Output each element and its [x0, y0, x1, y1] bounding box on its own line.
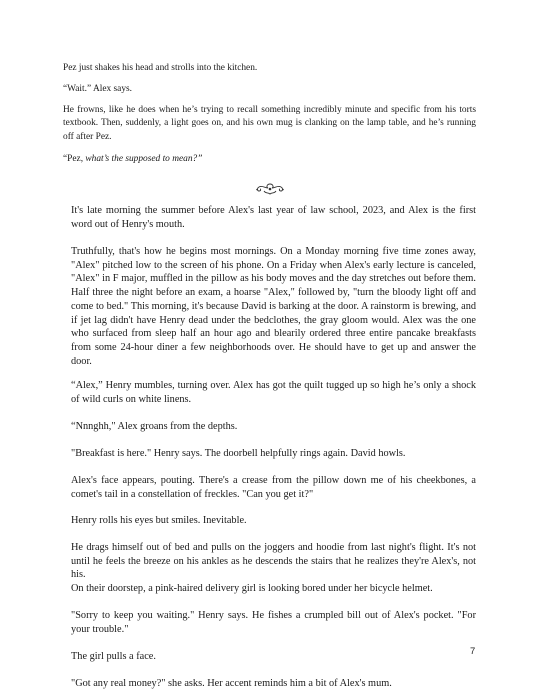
paragraph-alex-mumbles: “Alex,” Henry mumbles, turning over. Alex has got the quilt tugged up so high he’s only a shock of wild curls on white linens.: [71, 380, 476, 405]
paragraph-girl-face: The girl pulls a face.: [71, 651, 156, 662]
pez-question-italic: what’s the supposed to mean?”: [85, 154, 203, 164]
paragraph-nnnghh: “Nnnghh," Alex groans from the depths.: [71, 421, 238, 432]
paragraph-sorry: "Sorry to keep you waiting." Henry says. He fishes a crumpled bill out of Alex's pocket. "For your trouble.": [71, 610, 476, 635]
page-number: 7: [470, 646, 476, 657]
paragraph-frowns: He frowns, like he does when he’s trying to recall something incredibly minute and specific from his torts textbook. Then, suddenly, a light goes on, and his own mug is clanking on the lamp table, and he’s running off after Pez.: [63, 105, 476, 142]
paragraph-henry-rolls: Henry rolls his eyes but smiles. Inevitable.: [71, 515, 247, 526]
paragraph-wait: “Wait.” Alex says.: [63, 84, 133, 94]
pez-question-prefix: “Pez,: [63, 154, 86, 164]
paragraph-late-morning: It's late morning the summer before Alex's last year of law school, 2023, and Alex is the first word out of Henry's mouth.: [71, 205, 476, 230]
paragraph-real-money: "Got any real money?" she asks. Her accent reminds him a bit of Alex's mum.: [71, 678, 392, 689]
fleuron-ornament-icon: [254, 182, 286, 196]
paragraph-breakfast: "Breakfast is here." Henry says. The doorbell helpfully rings again. David howls.: [71, 448, 406, 459]
paragraph-pez-question: [63, 153, 476, 166]
paragraph-truthfully: Truthfully, that's how he begins most mornings. On a Monday morning five time zones away, "Alex" pitched low to the screen of his phone. On a Friday when Alex's early lecture is canceled, "Alex" in F major, muffled in the pillow as his body moves and the day stretches out before them. Half three the night before an exam, a hoarse "Alex," followed by, "turn the bloody light off and come to bed." This morning, it's because David is barking at the door. A rainstorm is brewing, and if jet lag didn't have Henry dead under the bedclothes, the gray gloom would. Alex was the one who surfaced from sleep half an hour ago and blearily ordered three entire pancake breakfasts from some 24-hour diner a few neighborhoods over. He should have to get up and answer the door.: [71, 246, 476, 367]
paragraph-alex-face: Alex's face appears, pouting. There's a crease from the pillow down me of his cheekbones, a comet's tail in a constellation of freckles. "Can you get it?": [71, 475, 476, 500]
paragraph-drags-himself: He drags himself out of bed and pulls on the joggers and hoodie from last night's flight. It's not until he feels the breeze on his ankles as he descends the stairs that he realizes they're Alex's, not his.: [71, 542, 476, 581]
paragraph-doorstep: On their doorstep, a pink-haired delivery girl is looking bored under her bicycle helmet.: [71, 583, 433, 594]
paragraph-pez-kitchen: Pez just shakes his head and strolls into the kitchen.: [63, 63, 258, 73]
